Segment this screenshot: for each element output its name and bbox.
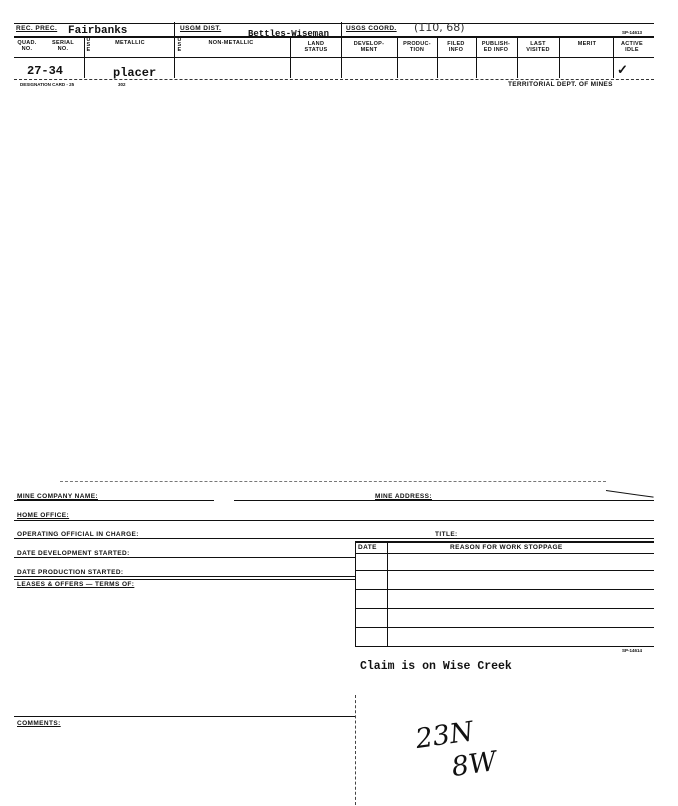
underline <box>14 576 355 577</box>
leases-label: LEASES & OFFERS — TERMS OF: <box>17 581 135 588</box>
col-serial-no: SERIAL NO. <box>52 40 74 52</box>
divider <box>174 22 175 78</box>
col-merit: MERIT <box>577 41 597 47</box>
rec-prec-value: Fairbanks <box>68 25 128 37</box>
divider <box>397 36 398 78</box>
divider <box>559 36 560 78</box>
form-top-dashed-rule <box>60 481 606 482</box>
underline <box>355 608 654 609</box>
card-bottom-rule <box>14 79 654 80</box>
stoppage-date-header: DATE <box>358 544 377 551</box>
stoppage-reason-header: REASON FOR WORK STOPPAGE <box>450 544 563 551</box>
col-quad-no: QUAD. NO. <box>17 40 37 52</box>
divider <box>437 36 438 78</box>
mine-address-label: MINE ADDRESS: <box>375 493 432 500</box>
col-non-metallic: NON-METALLIC <box>208 40 254 46</box>
underline <box>355 570 654 571</box>
claim-note: Claim is on Wise Creek <box>360 660 512 673</box>
usgs-coord-value: (110, 68) <box>414 21 465 34</box>
form-number-bottom: SP-14614 <box>622 648 643 653</box>
underline <box>355 541 654 543</box>
top-rule <box>14 23 654 24</box>
divider <box>387 541 388 647</box>
underline <box>14 520 654 521</box>
operating-official-label: OPERATING OFFICIAL IN CHARGE: <box>17 531 139 538</box>
territorial-dept-text: TERRITORIAL DEPT. OF MINES <box>508 81 613 88</box>
home-office-label: HOME OFFICE: <box>17 512 70 519</box>
dev-started-label: DATE DEVELOPMENT STARTED: <box>17 550 130 557</box>
divider <box>355 541 356 647</box>
comments-label: COMMENTS: <box>17 720 61 727</box>
divider <box>341 22 342 78</box>
usgm-dist-value: Bettles-Wiseman <box>248 29 330 39</box>
divider <box>476 36 477 78</box>
quad-serial-value: 27-34 <box>27 64 64 78</box>
col-production: PRODUC- TION <box>403 41 431 53</box>
underline <box>14 557 355 558</box>
underline <box>234 500 654 501</box>
col-use-nonmetallic: U S E <box>177 37 182 53</box>
metallic-value: placer <box>113 66 157 80</box>
col-last-visited: LAST VISITED <box>526 41 550 53</box>
divider <box>355 695 356 805</box>
underline <box>14 579 355 580</box>
usgs-coord-label: USGS COORD. <box>346 25 397 32</box>
divider <box>613 36 614 78</box>
underline <box>14 538 654 539</box>
form-number-top: SP-14613 <box>622 30 643 35</box>
handwritten-township: 23N <box>413 716 476 755</box>
divider <box>84 36 85 78</box>
col-published-info: PUBLISH- ED INFO <box>481 41 511 53</box>
col-land-status: LAND STATUS <box>304 41 328 53</box>
underline <box>355 553 654 554</box>
handwritten-range: 8W <box>449 746 499 783</box>
usgm-dist-label: USGM DIST. <box>180 25 222 32</box>
column-header-rule <box>14 57 654 58</box>
underline <box>355 646 654 647</box>
underline <box>14 500 214 501</box>
col-development: DEVELOP- MENT <box>353 41 385 53</box>
active-mark: ✓ <box>617 62 628 77</box>
col-active-idle: ACTIVE IDLE <box>621 41 643 53</box>
col-use-metallic: U S E <box>86 37 91 53</box>
underline <box>355 589 654 590</box>
underline <box>355 627 654 628</box>
divider <box>290 36 291 78</box>
rec-prec-label: REC. PREC. <box>16 25 58 32</box>
col-metallic: METALLIC <box>115 40 145 46</box>
title-label: TITLE: <box>435 531 458 538</box>
prod-started-label: DATE PRODUCTION STARTED: <box>17 569 124 576</box>
designation-card-text: DESIGNATION CARD - 25 <box>20 82 75 87</box>
underline <box>606 490 654 498</box>
col-filed-info: FILED INFO <box>447 41 465 53</box>
header-rule <box>14 36 654 38</box>
underline <box>14 716 355 717</box>
designation-code: 302 <box>118 82 126 87</box>
mine-company-label: MINE COMPANY NAME: <box>17 493 98 500</box>
divider <box>517 36 518 78</box>
